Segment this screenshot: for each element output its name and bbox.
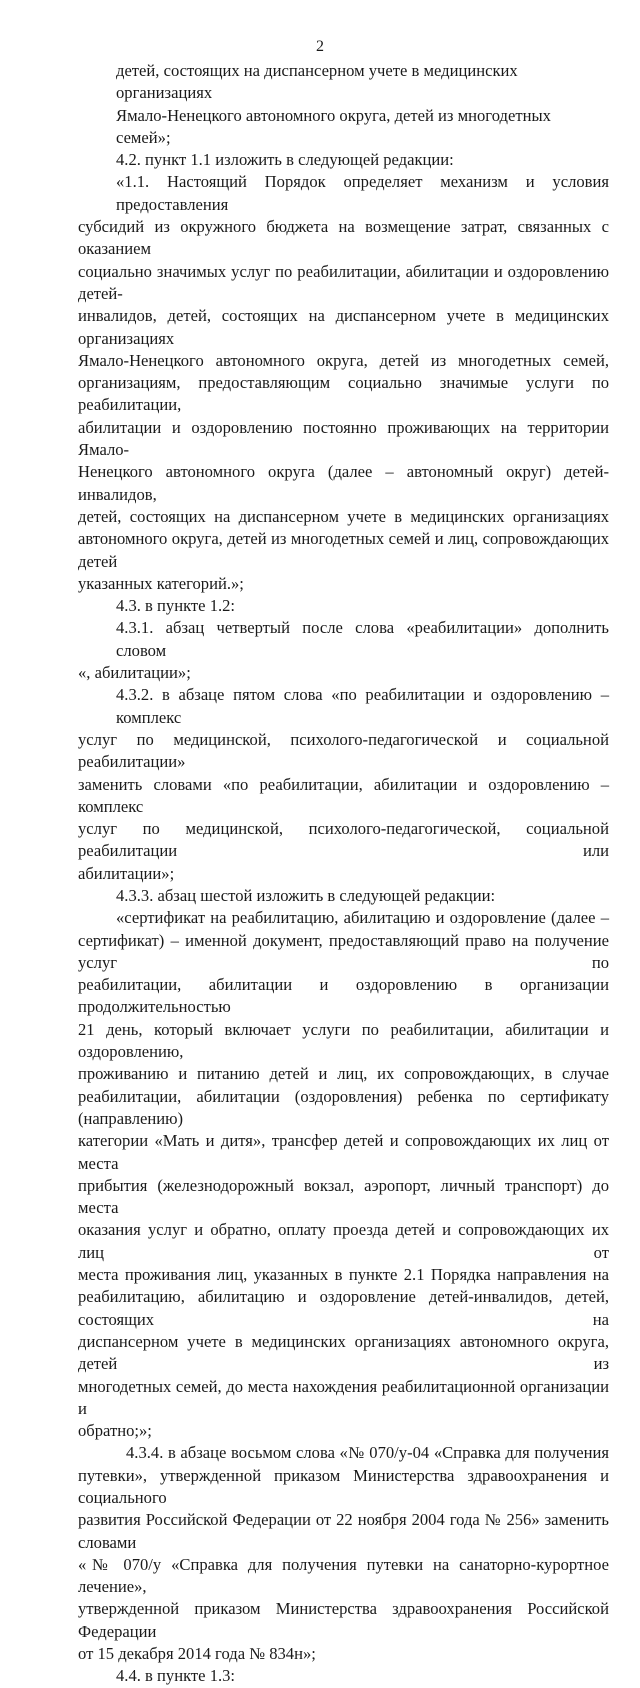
text-line: «№ 070/у «Справка для получения путевки на санаторно-курортное лечение», xyxy=(78,1554,609,1597)
text-line: Ненецкого автономного округа (далее – автономный округ) детей-инвалидов, xyxy=(78,462,609,504)
text-line: указанных категорий.»; xyxy=(78,573,244,593)
text-line: Ямало-Ненецкого автономного округа, детей из многодетных семей»; xyxy=(116,105,551,147)
text-line: 4.4. в пункте 1.3: xyxy=(116,1666,236,1686)
text-line: категории «Мать и дитя», трансфер детей и сопровождающих их лиц от места xyxy=(78,1131,609,1173)
page-number: 2 xyxy=(316,38,324,55)
text-line: детей, состоящих на диспансерном учете в медицинских организациях xyxy=(116,61,518,103)
text-line: реабилитации, абилитации (оздоровления) ребенка по сертификату (направлению) xyxy=(78,1086,609,1128)
text-line: сертификат) – именной документ, предоставляющий право на получение услуг по xyxy=(78,930,609,972)
text-line: 4.3.2. в абзаце пятом слова «по реабилитации и оздоровлению – комплекс xyxy=(116,685,609,727)
text-line: развития Российской Федерации от 22 ноября 2004 года № 256» заменить словами xyxy=(78,1510,609,1552)
text-line: многодетных семей, до места нахождения реабилитационной организации и xyxy=(78,1376,609,1418)
text-line: 21 день, который включает услуги по реабилитации, абилитации и оздоровлению, xyxy=(78,1019,609,1062)
text-line: 4.3.4. в абзаце восьмом слова «№ 070/у-04 «Справка для получения xyxy=(126,1443,609,1463)
text-line: социально значимых услуг по реабилитации, абилитации и оздоровлению детей- xyxy=(78,261,609,303)
text-line: услуг по медицинской, психолого-педагогической и социальной реабилитации» xyxy=(78,729,609,772)
text-line: диспансерном учете в медицинских организациях автономного округа, детей из xyxy=(78,1331,609,1374)
text-line: абилитации и оздоровлению постоянно проживающих на территории Ямало- xyxy=(78,417,609,460)
text-line: реабилитации, абилитации и оздоровлению в организации продолжительностью xyxy=(78,975,609,1017)
text-line: проживанию и питанию детей и лиц, их сопровождающих, в случае xyxy=(78,1064,609,1084)
text-line: реабилитацию, абилитацию и оздоровление детей-инвалидов, детей, состоящих на xyxy=(78,1287,609,1329)
text-line: места проживания лиц, указанных в пункте 2.1 Порядка направления на xyxy=(78,1265,609,1285)
text-line: 4.3.1. абзац четвертый после слова «реабилитации» дополнить словом xyxy=(116,618,609,660)
text-line: автономного округа, детей из многодетных семей и лиц, сопровождающих детей xyxy=(78,529,609,571)
text-line: детей, состоящих на диспансерном учете в медицинских организациях xyxy=(78,506,609,526)
text-line: 4.2. пункт 1.1 изложить в следующей редакции: xyxy=(116,150,454,170)
text-line: абилитации»; xyxy=(78,863,175,883)
text-line: услуг по медицинской, психолого-педагогической, социальной реабилитации или xyxy=(78,819,609,861)
text-line: «сертификат на реабилитацию, абилитацию и оздоровление (далее – xyxy=(116,908,609,928)
text-line: оказания услуг и обратно, оплату проезда детей и сопровождающих их лиц от xyxy=(78,1220,609,1262)
text-line: 4.3.3. абзац шестой изложить в следующей редакции: xyxy=(116,885,496,905)
text-line: обратно;»; xyxy=(78,1421,152,1441)
text-line: организациям, предоставляющим социально значимые услуги по реабилитации, xyxy=(78,373,609,415)
document-body xyxy=(78,60,609,1688)
text-line: инвалидов, детей, состоящих на диспансерном учете в медицинских организациях xyxy=(78,306,609,348)
text-line: путевки», утвержденной приказом Министерства здравоохранения и социального xyxy=(78,1465,609,1507)
text-line: «, абилитации»; xyxy=(78,663,191,683)
text-line: «1.1. Настоящий Порядок определяет механизм и условия предоставления xyxy=(116,172,609,214)
text-line: прибытия (железнодорожный вокзал, аэропорт, личный транспорт) до места xyxy=(78,1175,609,1218)
text-line: заменить словами «по реабилитации, абилитации и оздоровлению – комплекс xyxy=(78,774,609,816)
text-line: Ямало-Ненецкого автономного округа, детей из многодетных семей, xyxy=(78,350,609,370)
text-line: 4.3. в пункте 1.2: xyxy=(116,596,236,616)
text-line: субсидий из окружного бюджета на возмещение затрат, связанных с оказанием xyxy=(78,217,609,259)
text-line: утвержденной приказом Министерства здравоохранения Российской Федерации xyxy=(78,1599,609,1641)
text-line: от 15 декабря 2014 года № 834н»; xyxy=(78,1644,316,1664)
